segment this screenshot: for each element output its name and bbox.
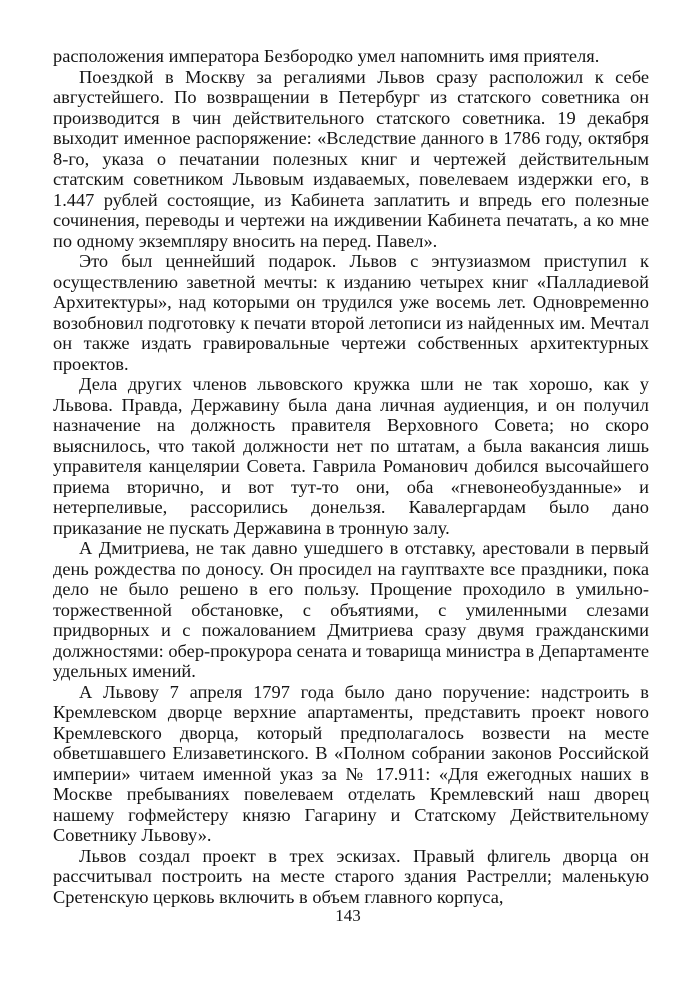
paragraph-2: Поездкой в Москву за регалиями Львов сразу расположил к себе августейшего. По возвращении в Петербург из статского советника он производится в чин действительного статского советника. 19 декабря выходит именное распоряжение: «Вследствие данного в 1786 году, октября 8-го, указа о печатании полезных книг и чертежей действительным статским советником Львовым издаваемых, повелеваем издержки его, в 1.447 рублей состоящие, из Кабинета заплатить и впредь его полезные сочинения, переводы и чертежи на иждивении Кабинета печатать, а ко мне по одному экземпляру вносить на перед. Павел». — [53, 66, 649, 251]
body-text — [53, 46, 649, 907]
paragraph-1: расположения императора Безбородко умел напомнить имя приятеля. — [53, 46, 600, 66]
paragraph-6: А Львову 7 апреля 1797 года было дано поручение: надстроить в Кремлевском дворце верхние апартаменты, представить проект нового Кремлевского дворца, который предполагалось возвести на месте обветшавшего Елизаветинского. В «Полном собрании законов Российской империи» читаем именной указ за № 17.911: «Для ежегодных наших в Москве пребываниях повелеваем отделать Кремлевский наш дворец нашему гофмейстеру князю Гагарину и Статскому Действительному Советнику Львову». — [53, 681, 649, 845]
paragraph-3: Это был ценнейший подарок. Львов с энтузиазмом приступил к осуществлению заветной мечты: к изданию четырех книг «Палладиевой Архитектуры», над которыми он трудился уже восемь лет. Одновременно возобновил подготовку к печати второй летописи из найденных им. Мечтал он также издать гравировальные чертежи собственных архитектурных проектов. — [53, 251, 649, 374]
paragraph-5: А Дмитриева, не так давно ушедшего в отставку, арестовали в первый день рождества по доносу. Он просидел на гауптвахте все праздники, пока дело не было решено в его пользу. Прощение проходило в умильно-торжественной обстановке, с объятиями, с умиленными слезами придворных и с пожалованием Дмитриева сразу двумя гражданскими должностями: обер-прокурора сената и товарища министра в Департаменте удельных имений. — [53, 538, 649, 681]
paragraph-7: Львов создал проект в трех эскизах. Правый флигель дворца он рассчитывал построить на месте старого здания Растрелли; маленькую Сретенскую церковь включить в объем главного корпуса, — [53, 845, 649, 907]
paragraph-4: Дела других членов львовского кружка шли не так хорошо, как у Львова. Правда, Державину была дана личная аудиенция, и он получил назначение на должность правителя Верховного Совета; но скоро выяснилось, что такой должности нет по штатам, а была вакансия лишь управителя канцелярии Совета. Гаврила Романович добился высочайшего приема вторично, и вот тут-то они, оба «гневонеобузданные» и нетерпеливые, рассорились донельзя. Кавалергардам было дано приказание не пускать Державина в тронную залу. — [53, 374, 649, 538]
page-number: 143 — [335, 906, 361, 925]
